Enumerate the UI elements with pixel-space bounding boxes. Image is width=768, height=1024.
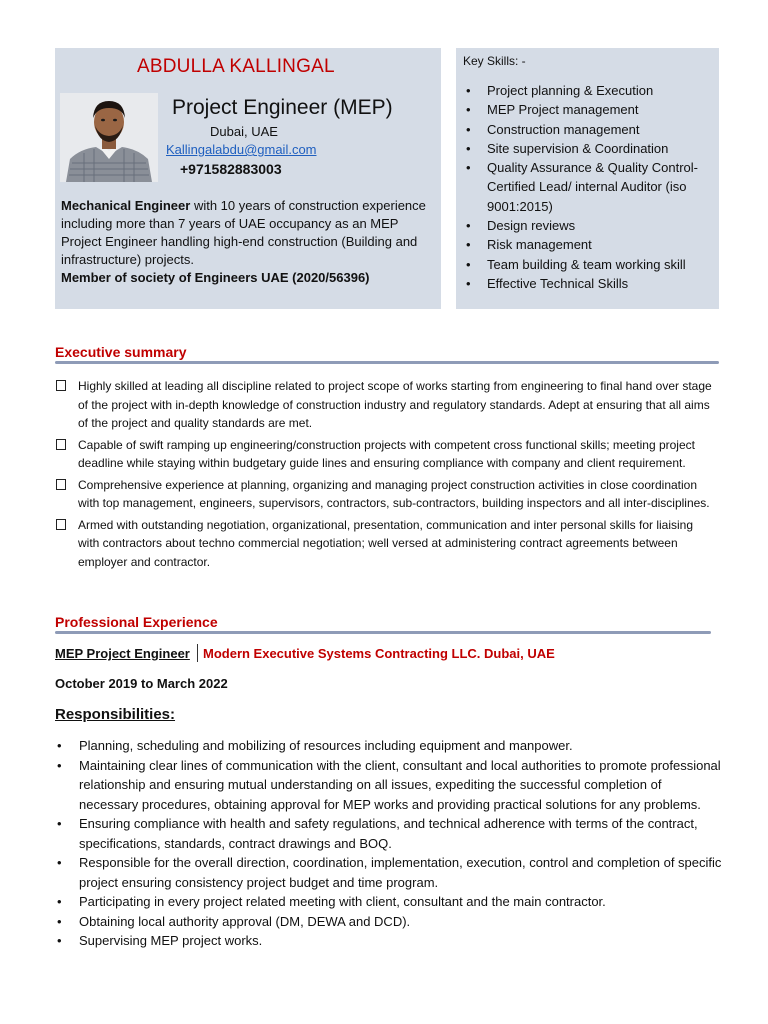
professional-experience-heading: Professional Experience [55,614,218,630]
membership-text: Member of society of Engineers UAE (2020/56396) [61,270,370,285]
executive-summary-list [55,377,715,574]
responsibilities-list [55,736,723,951]
summary-item-text: Armed with outstanding negotiation, organizational, presentation, communication and inter personal skills for liaising with contractors about techno commercial negotiation; well versed at administering contract agreements between employer and contractor. [78,517,694,569]
skill-item: • Site supervision & Coordination [463,139,717,158]
skill-item: • Effective Technical Skills [463,274,717,293]
experience-role: MEP Project Engineer [55,646,190,661]
section-divider [55,631,711,634]
summary-item [55,377,715,433]
summary-item-text: Highly skilled at leading all discipline related to project scope of works starting from engineering to final hand over stage of the project with in-depth knowledge of construction industry and regulatory standards. Adept at ensuring that all aims of the project and quality standards are met. [78,379,712,430]
summary-item-text: Comprehensive experience at planning, organizing and managing project construction activities in close coordination with top management, engineers, supervisors, contractors, sub-contractors, building inspectors and all inter-disciplines. [78,477,710,510]
responsibility-item: • Participating in every project related meeting with client, consultant and the main contractor. [55,892,723,912]
skill-item: • MEP Project management [463,100,717,119]
summary-item [55,476,715,513]
responsibility-item: • Maintaining clear lines of communication with the client, consultant and local authorities to promote professional relationship and ensuring mutual understanding on all issues, expediting the successful completion of necessary procedures, obtaining approval for MEP works and providing practical solutions for any problems. [55,756,723,815]
section-divider [55,361,719,364]
skill-item: • Design reviews [463,216,717,235]
responsibility-item: • Supervising MEP project works. [55,931,723,951]
summary-item [55,436,715,473]
checkbox-icon [56,439,66,450]
location-text: Dubai, UAE [210,124,278,139]
skill-item: • Quality Assurance & Quality Control-Certified Lead/ internal Auditor (iso 9001:2015) [463,158,717,216]
summary-item [55,516,715,572]
skill-item: • Risk management [463,235,717,254]
skill-item: • Team building & team working skill [463,255,717,274]
job-title: Project Engineer (MEP) [172,96,393,119]
experience-dates: October 2019 to March 2022 [55,676,228,691]
responsibilities-heading: Responsibilities: [55,706,176,723]
email-link[interactable]: Kallingalabdu@gmail.com [166,142,317,157]
profile-bio [61,197,439,287]
phone-number: +971582883003 [180,161,282,177]
checkbox-icon [56,479,66,490]
checkbox-icon [56,519,66,530]
role-company-separator [197,644,198,662]
responsibility-item: • Ensuring compliance with health and safety regulations, and technical adherence with terms of the contract, specifications, standards, contract drawings and BOQ. [55,814,723,853]
key-skills-list [463,81,717,293]
experience-company: Modern Executive Systems Contracting LLC. Dubai, UAE [203,646,555,661]
skill-item: • Project planning & Execution [463,81,717,100]
profile-photo-image [60,93,158,182]
profile-photo [60,93,158,182]
executive-summary-heading: Executive summary [55,344,187,360]
responsibility-item: • Obtaining local authority approval (DM, DEWA and DCD). [55,912,723,932]
bio-lead: Mechanical Engineer [61,198,191,213]
checkbox-icon [56,380,66,391]
summary-item-text: Capable of swift ramping up engineering/construction projects with competent cross functional skills; meeting project deadline while staying within budgetary guide lines and ensuring compliance with company and client requirement. [78,437,695,470]
key-skills-title: Key Skills: - [463,54,526,68]
responsibility-item: • Responsible for the overall direction, coordination, implementation, execution, control and completion of specific project ensuring consistency project budget and time program. [55,853,723,892]
bio-text: with 10 years of construction experience including more than 7 years of UAE occupancy as an MEP Project Engineer handling high-end construction (Building and infrastructure) projects. [61,198,426,267]
responsibility-item: • Planning, scheduling and mobilizing of resources including equipment and manpower. [55,736,723,756]
candidate-name: ABDULLA KALLINGAL [137,56,335,77]
skill-item: • Construction management [463,120,717,139]
